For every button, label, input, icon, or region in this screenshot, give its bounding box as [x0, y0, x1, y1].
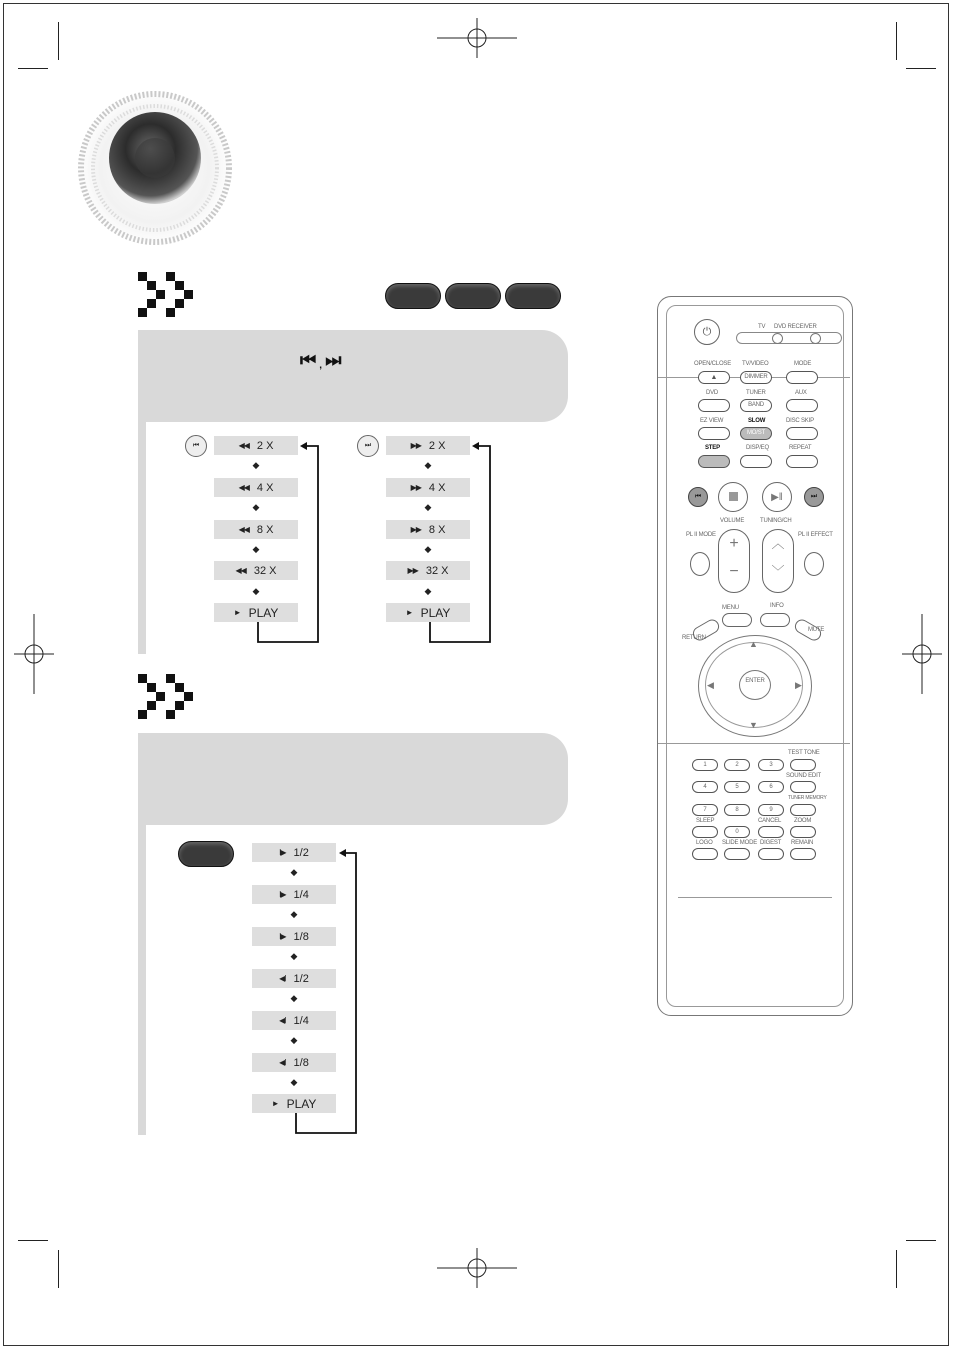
tuner-memory-label: TUNER MEMORY [788, 795, 827, 801]
chevron-up-icon: ︿ [771, 536, 785, 551]
down-arrow-icon: ◆ [252, 586, 260, 596]
search-back-step: ◀◀ 2 X [214, 436, 298, 455]
dvd-label: DVD [706, 390, 719, 396]
disc-type-badge [178, 841, 234, 867]
navigation-ring[interactable] [698, 635, 812, 737]
registration-mark-left [14, 614, 54, 694]
volume-label: VOLUME [720, 518, 745, 524]
return-label: RETURN [682, 635, 706, 641]
digest-button[interactable] [758, 848, 784, 860]
down-arrow-icon: ◆ [424, 586, 432, 596]
disc-type-badge [385, 283, 441, 309]
plus-icon: + [729, 535, 739, 552]
skip-back-icon: ⏮ [300, 350, 314, 370]
power-button[interactable]: ⏻ [694, 319, 720, 345]
disc-type-badge [445, 283, 501, 309]
slow-step: I▶ 1/2 [252, 843, 336, 862]
remain-label: REMAIN [791, 840, 814, 846]
number-0-button[interactable]: 0 [724, 826, 750, 838]
skip-forward-button[interactable]: ⏭ [804, 487, 824, 507]
menu-label: MENU [722, 605, 739, 611]
aux-button[interactable] [786, 399, 818, 412]
section-bullet-icon [138, 272, 192, 314]
pl-ii-effect-label: PL II EFFECT [798, 532, 833, 538]
menu-button[interactable] [722, 613, 752, 627]
chevron-down-icon: ﹀ [771, 564, 785, 579]
tuner-label: TUNER [746, 390, 766, 396]
disc-skip-label: DISC SKIP [786, 418, 814, 424]
skip-forward-button[interactable] [357, 435, 379, 457]
step-button[interactable] [698, 455, 730, 468]
sleep-label: SLEEP [696, 818, 715, 824]
slow-button[interactable] [740, 427, 772, 440]
search-forward-step: ▶▶ 32 X [386, 561, 470, 580]
down-arrow-icon: ◆ [290, 909, 298, 919]
down-arrow-icon: ◆ [252, 544, 260, 554]
number-3-button[interactable]: 3 [758, 759, 784, 771]
down-arrow-icon: ◆ [290, 951, 298, 961]
section-bullet-icon [138, 674, 192, 716]
search-back-step: ► PLAY [214, 603, 298, 622]
registration-mark-top [437, 18, 517, 58]
tuning-rocker[interactable] [762, 529, 794, 593]
number-7-button[interactable]: 7 [692, 804, 718, 816]
instruction-band [138, 733, 568, 825]
dvd-button[interactable] [698, 399, 730, 412]
minus-icon: − [729, 563, 739, 580]
skip-back-button[interactable] [185, 435, 207, 457]
registration-mark-right [902, 614, 942, 694]
down-arrow-icon: ◆ [252, 502, 260, 512]
cancel-button[interactable] [758, 826, 784, 838]
remote-control-illustration [657, 296, 853, 1016]
band-label: BAND [748, 402, 764, 408]
search-back-step: ◀◀ 4 X [214, 478, 298, 497]
slow-label: SLOW [748, 418, 766, 424]
skip-back-button[interactable]: ⏮ [688, 487, 708, 507]
test-tone-button[interactable] [790, 759, 816, 771]
skip-back-icon: ⏮ [192, 442, 200, 449]
search-forward-step: ▶▶ 8 X [386, 520, 470, 539]
tuner-memory-button[interactable] [790, 804, 816, 816]
instruction-band [138, 330, 568, 422]
slow-step: ► PLAY [252, 1094, 336, 1113]
pl-ii-mode-label: PL II MODE [686, 532, 716, 538]
tuning-ch-label: TUNING/CH [760, 518, 792, 524]
arrow-down-icon[interactable]: ▼ [749, 720, 758, 730]
down-arrow-icon: ◆ [290, 1035, 298, 1045]
info-label: INFO [770, 603, 784, 609]
loop-arrow-icon [254, 440, 324, 646]
search-forward-step: ▶▶ 2 X [386, 436, 470, 455]
logo-button[interactable] [692, 848, 718, 860]
mode-button[interactable] [786, 371, 818, 384]
pl-ii-effect-button[interactable] [804, 552, 824, 576]
slow-step: ◀I 1/8 [252, 1053, 336, 1072]
speaker-disc-logo [70, 88, 240, 248]
tuner-button[interactable] [740, 399, 772, 412]
skip-back-and-forward-icons [300, 350, 338, 371]
loop-arrow-icon [426, 440, 496, 646]
crop-mark [58, 1250, 59, 1288]
info-button[interactable] [760, 613, 790, 627]
number-6-button[interactable]: 6 [758, 781, 784, 793]
slide-mode-label: SLIDE MODE [722, 840, 758, 846]
play-pause-button[interactable]: ▶ǁ [762, 482, 792, 512]
number-9-button[interactable]: 9 [758, 804, 784, 816]
number-2-button[interactable]: 2 [724, 759, 750, 771]
search-forward-step: ▶▶ 4 X [386, 478, 470, 497]
skip-forward-icon: ⏭ [364, 442, 372, 449]
arrow-up-icon[interactable]: ▲ [749, 639, 758, 649]
crop-mark [18, 68, 48, 69]
down-arrow-icon: ◆ [252, 460, 260, 470]
sleep-button[interactable] [692, 826, 718, 838]
down-arrow-icon: ◆ [424, 502, 432, 512]
open-close-label: OPEN/CLOSE [694, 361, 732, 367]
enter-button[interactable] [739, 670, 771, 700]
registration-mark-bottom [437, 1248, 517, 1288]
crop-mark [18, 1240, 48, 1241]
down-arrow-icon: ◆ [290, 1077, 298, 1087]
dvd-receiver-label: DVD RECEIVER [774, 324, 817, 330]
slide-mode-button[interactable] [724, 848, 750, 860]
disp-eq-label: DISP/EQ [746, 445, 769, 451]
tv-video-label: TV/VIDEO [742, 361, 769, 367]
test-tone-label: TEST TONE [788, 750, 820, 756]
tv-video-button[interactable] [740, 371, 772, 384]
search-back-step: ◀◀ 8 X [214, 520, 298, 539]
repeat-button[interactable] [786, 455, 818, 468]
crop-mark [896, 1250, 897, 1288]
mode-selector[interactable] [736, 332, 842, 344]
divider [678, 897, 832, 898]
down-arrow-icon: ◆ [424, 544, 432, 554]
tv-indicator [772, 333, 783, 344]
slow-step: ◀I 1/4 [252, 1011, 336, 1030]
arrow-left-icon[interactable]: ◀ [707, 680, 714, 690]
stop-icon [729, 492, 738, 501]
stop-button[interactable] [718, 482, 748, 512]
dimmer-label: DIMMER [744, 374, 768, 380]
slow-step: ◀I 1/2 [252, 969, 336, 988]
loop-arrow-icon [292, 847, 362, 1139]
cancel-label: CANCEL [758, 818, 782, 824]
crop-mark [896, 22, 897, 60]
down-arrow-icon: ◆ [424, 460, 432, 470]
mute-label: MUTE [808, 627, 825, 633]
disc-type-badge [505, 283, 561, 309]
tv-label: TV [758, 324, 766, 330]
arrow-right-icon[interactable]: ▶ [795, 680, 802, 690]
search-forward-step: ► PLAY [386, 603, 470, 622]
mode-label: MODE [794, 361, 812, 367]
zoom-label: ZOOM [794, 818, 812, 824]
step-label: STEP [705, 445, 720, 451]
open-close-button[interactable]: ▲ [698, 371, 730, 384]
ez-view-button[interactable] [698, 427, 730, 440]
section-bar [138, 825, 146, 1135]
slow-step: I▶ 1/4 [252, 885, 336, 904]
digest-label: DIGEST [760, 840, 782, 846]
divider [658, 743, 850, 744]
down-arrow-icon: ◆ [290, 993, 298, 1003]
enter-label: ENTER [745, 678, 765, 684]
skip-forward-icon: ⏭ [325, 350, 339, 370]
aux-label: AUX [795, 390, 807, 396]
number-5-button[interactable]: 5 [724, 781, 750, 793]
search-back-step: ◀◀ 32 X [214, 561, 298, 580]
slow-step: I▶ 1/8 [252, 927, 336, 946]
sound-edit-label: SOUND EDIT [786, 773, 822, 779]
down-arrow-icon: ◆ [290, 867, 298, 877]
disp-eq-button[interactable] [740, 455, 772, 468]
remain-button[interactable] [790, 848, 816, 860]
crop-mark [58, 22, 59, 60]
ez-view-label: EZ VIEW [700, 418, 724, 424]
section-bar [138, 422, 146, 654]
logo-label: LOGO [696, 840, 713, 846]
pl-ii-mode-button[interactable] [690, 552, 710, 576]
repeat-label: REPEAT [789, 445, 812, 451]
sound-edit-button[interactable] [790, 781, 816, 793]
volume-rocker[interactable] [718, 529, 750, 593]
dvd-receiver-indicator [810, 333, 821, 344]
number-1-button[interactable]: 1 [692, 759, 718, 771]
zoom-button[interactable] [790, 826, 816, 838]
mo-st-label: MO/ST [747, 430, 765, 436]
crop-mark [906, 68, 936, 69]
crop-mark [906, 1240, 936, 1241]
disc-skip-button[interactable] [786, 427, 818, 440]
number-4-button[interactable]: 4 [692, 781, 718, 793]
number-8-button[interactable]: 8 [724, 804, 750, 816]
